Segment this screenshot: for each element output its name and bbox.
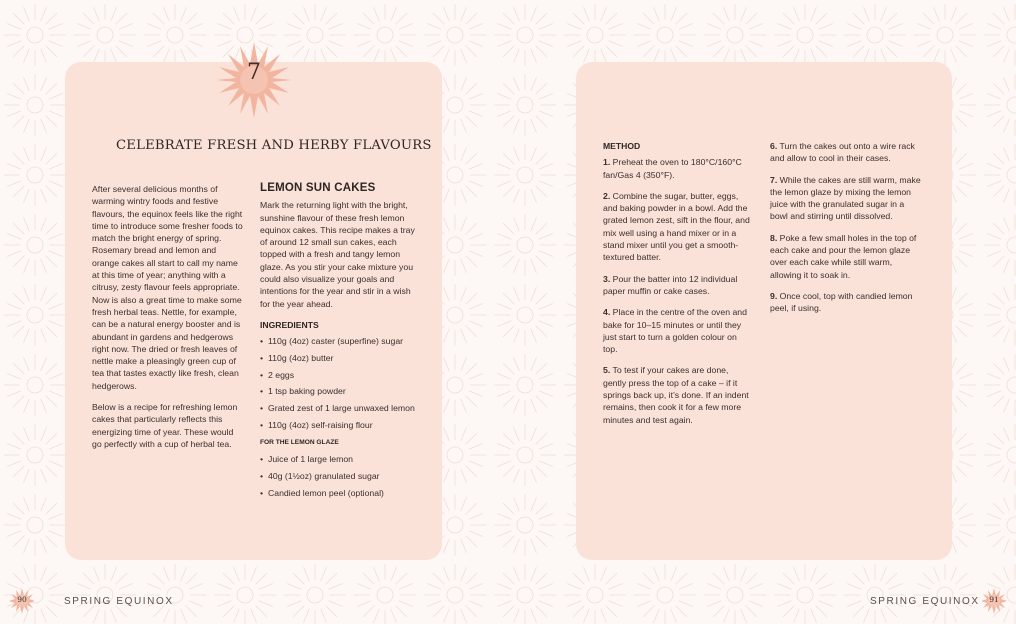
method-step [770, 232, 922, 281]
step-text: Turn the cakes out onto a wire rack and allow to cool in their cases. [770, 141, 915, 164]
intro-column [92, 183, 244, 459]
glaze-ingredients-list [260, 453, 418, 499]
glaze-heading: FOR THE LEMON GLAZE [260, 439, 339, 446]
step-text: Poke a few small holes in the top of each cake and pour the lemon glaze over each cake while still warm, allowing it to soak in. [770, 232, 917, 280]
ingredients-heading: INGREDIENTS [260, 319, 319, 330]
chapter-number: 7 [247, 60, 261, 85]
recipe-intro: Mark the returning light with the bright, sunshine flavour of these fresh lemon equinox cakes. This recipe makes a tray of around 12 small sun cakes, each topped with a fresh and tangy lemon glaze. As you stir your cake mixture you could also visualize your goals and intentions for the year and stir in a wish for the year ahead. [260, 200, 415, 309]
chapter-sun-badge [214, 40, 294, 120]
method-heading: METHOD [603, 141, 641, 151]
step-number: 1. [603, 157, 611, 168]
ingredients-list [260, 335, 418, 431]
ingredient-item: • Grated zest of 1 large unwaxed lemon [260, 402, 418, 414]
step-text: Pour the batter into 12 individual paper muffin or cake cases. [603, 273, 738, 296]
ingredient-item: • 2 eggs [260, 369, 418, 381]
method-step [770, 140, 922, 165]
step-text: While the cakes are still warm, make the lemon glaze by mixing the lemon juice with the granulated sugar in a bowl and stirring until dissolved. [770, 174, 921, 222]
step-number: 6. [770, 141, 778, 151]
step-number: 5. [603, 365, 611, 376]
footer-section-label-left: SPRING EQUINOX [64, 596, 174, 607]
method-column-2 [770, 140, 922, 324]
glaze-ingredient-item: • Juice of 1 large lemon [260, 453, 418, 465]
method-step [603, 306, 753, 355]
step-number: 3. [603, 273, 611, 284]
right-page-number-badge [981, 588, 1007, 614]
method-step [603, 364, 753, 425]
ingredient-item: • 1 tsp baking powder [260, 385, 418, 397]
ingredient-item: • 110g (4oz) self-raising flour [260, 419, 418, 431]
recipe-title: LEMON SUN CAKES [260, 182, 376, 194]
left-page-number-badge [9, 588, 35, 614]
method-step [603, 156, 753, 181]
method-step [603, 273, 753, 298]
step-number: 9. [770, 290, 778, 301]
method-step [770, 290, 922, 315]
step-number: 7. [770, 174, 778, 185]
recipe-column [260, 182, 418, 503]
step-text: Combine the sugar, butter, eggs, and baking powder in a bowl. Add the grated lemon zest, sift in the flour, and mix well using a hand mixer or in a stand mixer until you get a smooth-textured batter. [603, 190, 750, 263]
method-step [770, 174, 922, 223]
page-number-right: 91 [989, 595, 999, 604]
step-number: 8. [770, 232, 778, 243]
ingredient-item: • 110g (4oz) butter [260, 352, 418, 364]
step-text: Once cool, top with candied lemon peel, if using. [770, 290, 913, 314]
intro-paragraph: Below is a recipe for refreshing lemon cakes that particularly reflects this energizing time of year. These would go perfectly with a cup of herbal tea. [92, 402, 238, 449]
page-title: CELEBRATE FRESH AND HERBY FLAVOURS [116, 138, 432, 153]
step-text: Place in the centre of the oven and bake for 10–15 minutes or until they just start to turn a golden colour on top. [603, 307, 747, 355]
glaze-ingredient-item: • Candied lemon peel (optional) [260, 487, 418, 499]
step-text: To test if your cakes are done, gently press the top of a cake – if it springs back up, it’s done. If an indent remains, then cook it for a few more minutes and test again. [603, 365, 749, 425]
step-text: Preheat the oven to 180°C/160°C fan/Gas 4 (350°F). [603, 157, 742, 180]
page-number-left: 90 [17, 595, 27, 604]
method-step [603, 190, 753, 264]
ingredient-item: • 110g (4oz) caster (superfine) sugar [260, 335, 418, 347]
step-number: 4. [603, 307, 611, 318]
method-column-1 [603, 140, 753, 435]
step-number: 2. [603, 190, 611, 201]
footer-section-label-right: SPRING EQUINOX [870, 596, 980, 607]
intro-paragraph: After several delicious months of warming wintry foods and festive flavours, the equinox feels like the right time to introduce some fresher foods to match the bright energy of spring. Rosemary bread and lemon and orange cakes all start to call my name at this time of year; anything with a citrusy, zesty flavour feels appropriate. Now is also a great time to make some fresh herbal teas. Nettle, for example, can be a natural energy booster and is abundant in gardens and hedgerows right now. The dried or fresh leaves of nettle make a pleasingly green cup of tea that tastes exactly like fresh, clean hedgerows. [92, 184, 243, 391]
glaze-ingredient-item: • 40g (1½oz) granulated sugar [260, 470, 418, 482]
